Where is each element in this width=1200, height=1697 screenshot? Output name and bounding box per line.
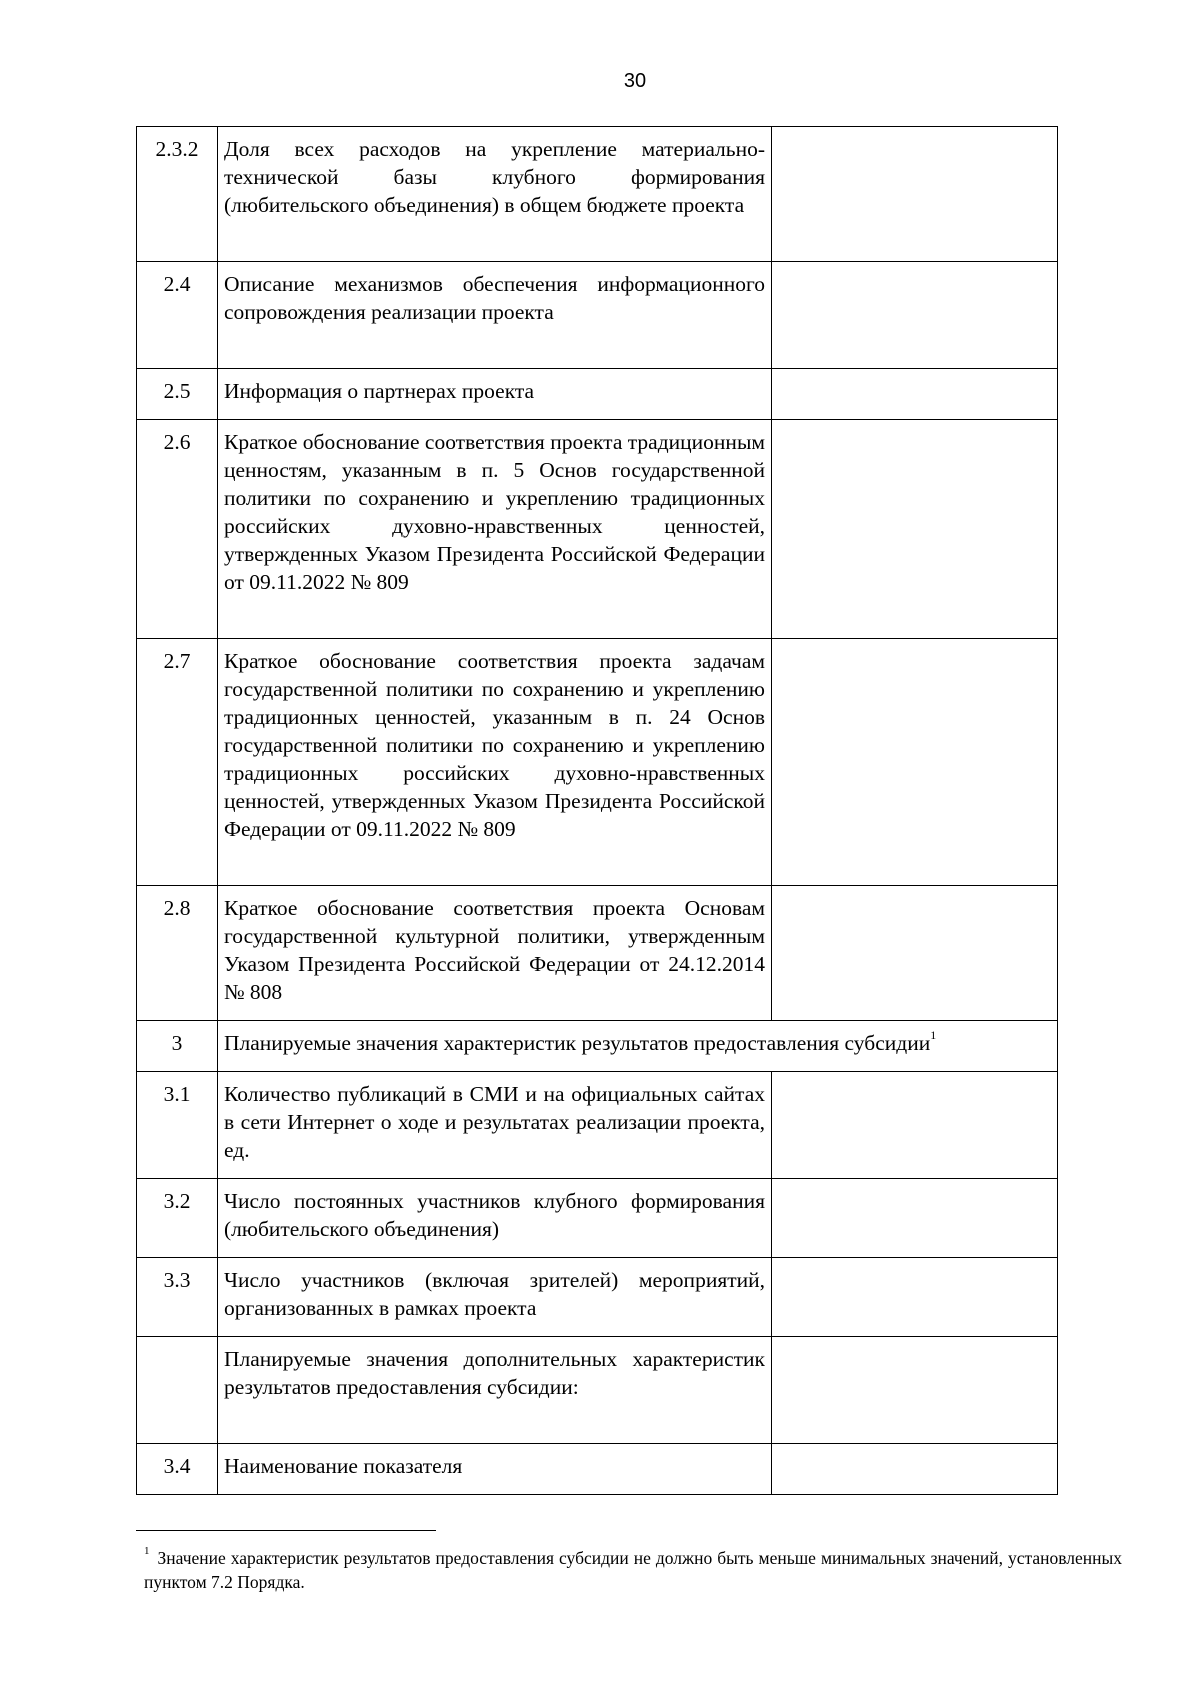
row-number: 2.7 xyxy=(137,639,218,886)
row-description: Краткое обоснование соответствия проекта традиционным ценностям, указанным в п. 5 Основ государственной политики по сохранению и укреплению традиционных российских духовно-нравственных ценностей, утвержденных Указом Президента Российской Федерации от 09.11.2022 № 809 xyxy=(218,420,772,639)
row-number: 2.8 xyxy=(137,886,218,1021)
section-title-cell xyxy=(218,1021,1058,1072)
table-row xyxy=(137,1337,1058,1444)
row-number: 2.3.2 xyxy=(137,127,218,262)
row-number: 3.3 xyxy=(137,1258,218,1337)
row-value-cell[interactable] xyxy=(772,1072,1058,1179)
section-title: Планируемые значения характеристик результатов предоставления субсидии xyxy=(224,1031,931,1055)
row-number: 2.6 xyxy=(137,420,218,639)
row-description: Наименование показателя xyxy=(218,1444,772,1495)
section-number: 3 xyxy=(137,1021,218,1072)
row-number xyxy=(137,1337,218,1444)
row-value-cell[interactable] xyxy=(772,127,1058,262)
row-value-cell[interactable] xyxy=(772,1258,1058,1337)
footnote xyxy=(144,1546,1122,1594)
row-value-cell[interactable] xyxy=(772,639,1058,886)
footnote-reference[interactable]: 1 xyxy=(930,1028,937,1042)
table-row xyxy=(137,369,1058,420)
row-number: 3.2 xyxy=(137,1179,218,1258)
row-value-cell[interactable] xyxy=(772,262,1058,369)
row-description: Информация о партнерах проекта xyxy=(218,369,772,420)
table-row xyxy=(137,262,1058,369)
row-description: Доля всех расходов на укрепление материально-технической базы клубного формирования (любительского объединения) в общем бюджете проекта xyxy=(218,127,772,262)
row-description: Число участников (включая зрителей) мероприятий, организованных в рамках проекта xyxy=(218,1258,772,1337)
row-description: Краткое обоснование соответствия проекта Основам государственной культурной политики, утвержденным Указом Президента Российской Федерации от 24.12.2014 № 808 xyxy=(218,886,772,1021)
page-number: 30 xyxy=(623,70,647,92)
row-description: Описание механизмов обеспечения информационного сопровождения реализации проекта xyxy=(218,262,772,369)
row-value-cell[interactable] xyxy=(772,420,1058,639)
application-form-table xyxy=(136,126,1058,1495)
row-number: 3.4 xyxy=(137,1444,218,1495)
table-row xyxy=(137,886,1058,1021)
table-row xyxy=(137,1444,1058,1495)
row-value-cell[interactable] xyxy=(772,886,1058,1021)
table-row xyxy=(137,420,1058,639)
table-row xyxy=(137,1072,1058,1179)
table-row xyxy=(137,1258,1058,1337)
footnote-text: Значение характеристик результатов предоставления субсидии не должно быть меньше минимальных значений, установленных пунктом 7.2 Порядка. xyxy=(144,1548,1122,1592)
row-description: Краткое обоснование соответствия проекта задачам государственной политики по сохранению и укреплению традиционных ценностей, указанным в п. 24 Основ государственной политики по сохранению и укреплению традиционных российских духовно-нравственных ценностей, утвержденных Указом Президента Российской Федерации от 09.11.2022 № 809 xyxy=(218,639,772,886)
row-description: Число постоянных участников клубного формирования (любительского объединения) xyxy=(218,1179,772,1258)
table-row xyxy=(137,639,1058,886)
footnote-separator xyxy=(136,1530,436,1531)
row-description: Планируемые значения дополнительных характеристик результатов предоставления субсидии: xyxy=(218,1337,772,1444)
table-row xyxy=(137,1179,1058,1258)
row-number: 3.1 xyxy=(137,1072,218,1179)
row-number: 2.5 xyxy=(137,369,218,420)
row-value-cell[interactable] xyxy=(772,1179,1058,1258)
section-header-row xyxy=(137,1021,1058,1072)
row-number: 2.4 xyxy=(137,262,218,369)
row-value-cell[interactable] xyxy=(772,1444,1058,1495)
row-description: Количество публикаций в СМИ и на официальных сайтах в сети Интернет о ходе и результатах реализации проекта, ед. xyxy=(218,1072,772,1179)
table-row xyxy=(137,127,1058,262)
row-value-cell[interactable] xyxy=(772,1337,1058,1444)
footnote-marker: 1 xyxy=(144,1545,150,1557)
row-value-cell[interactable] xyxy=(772,369,1058,420)
